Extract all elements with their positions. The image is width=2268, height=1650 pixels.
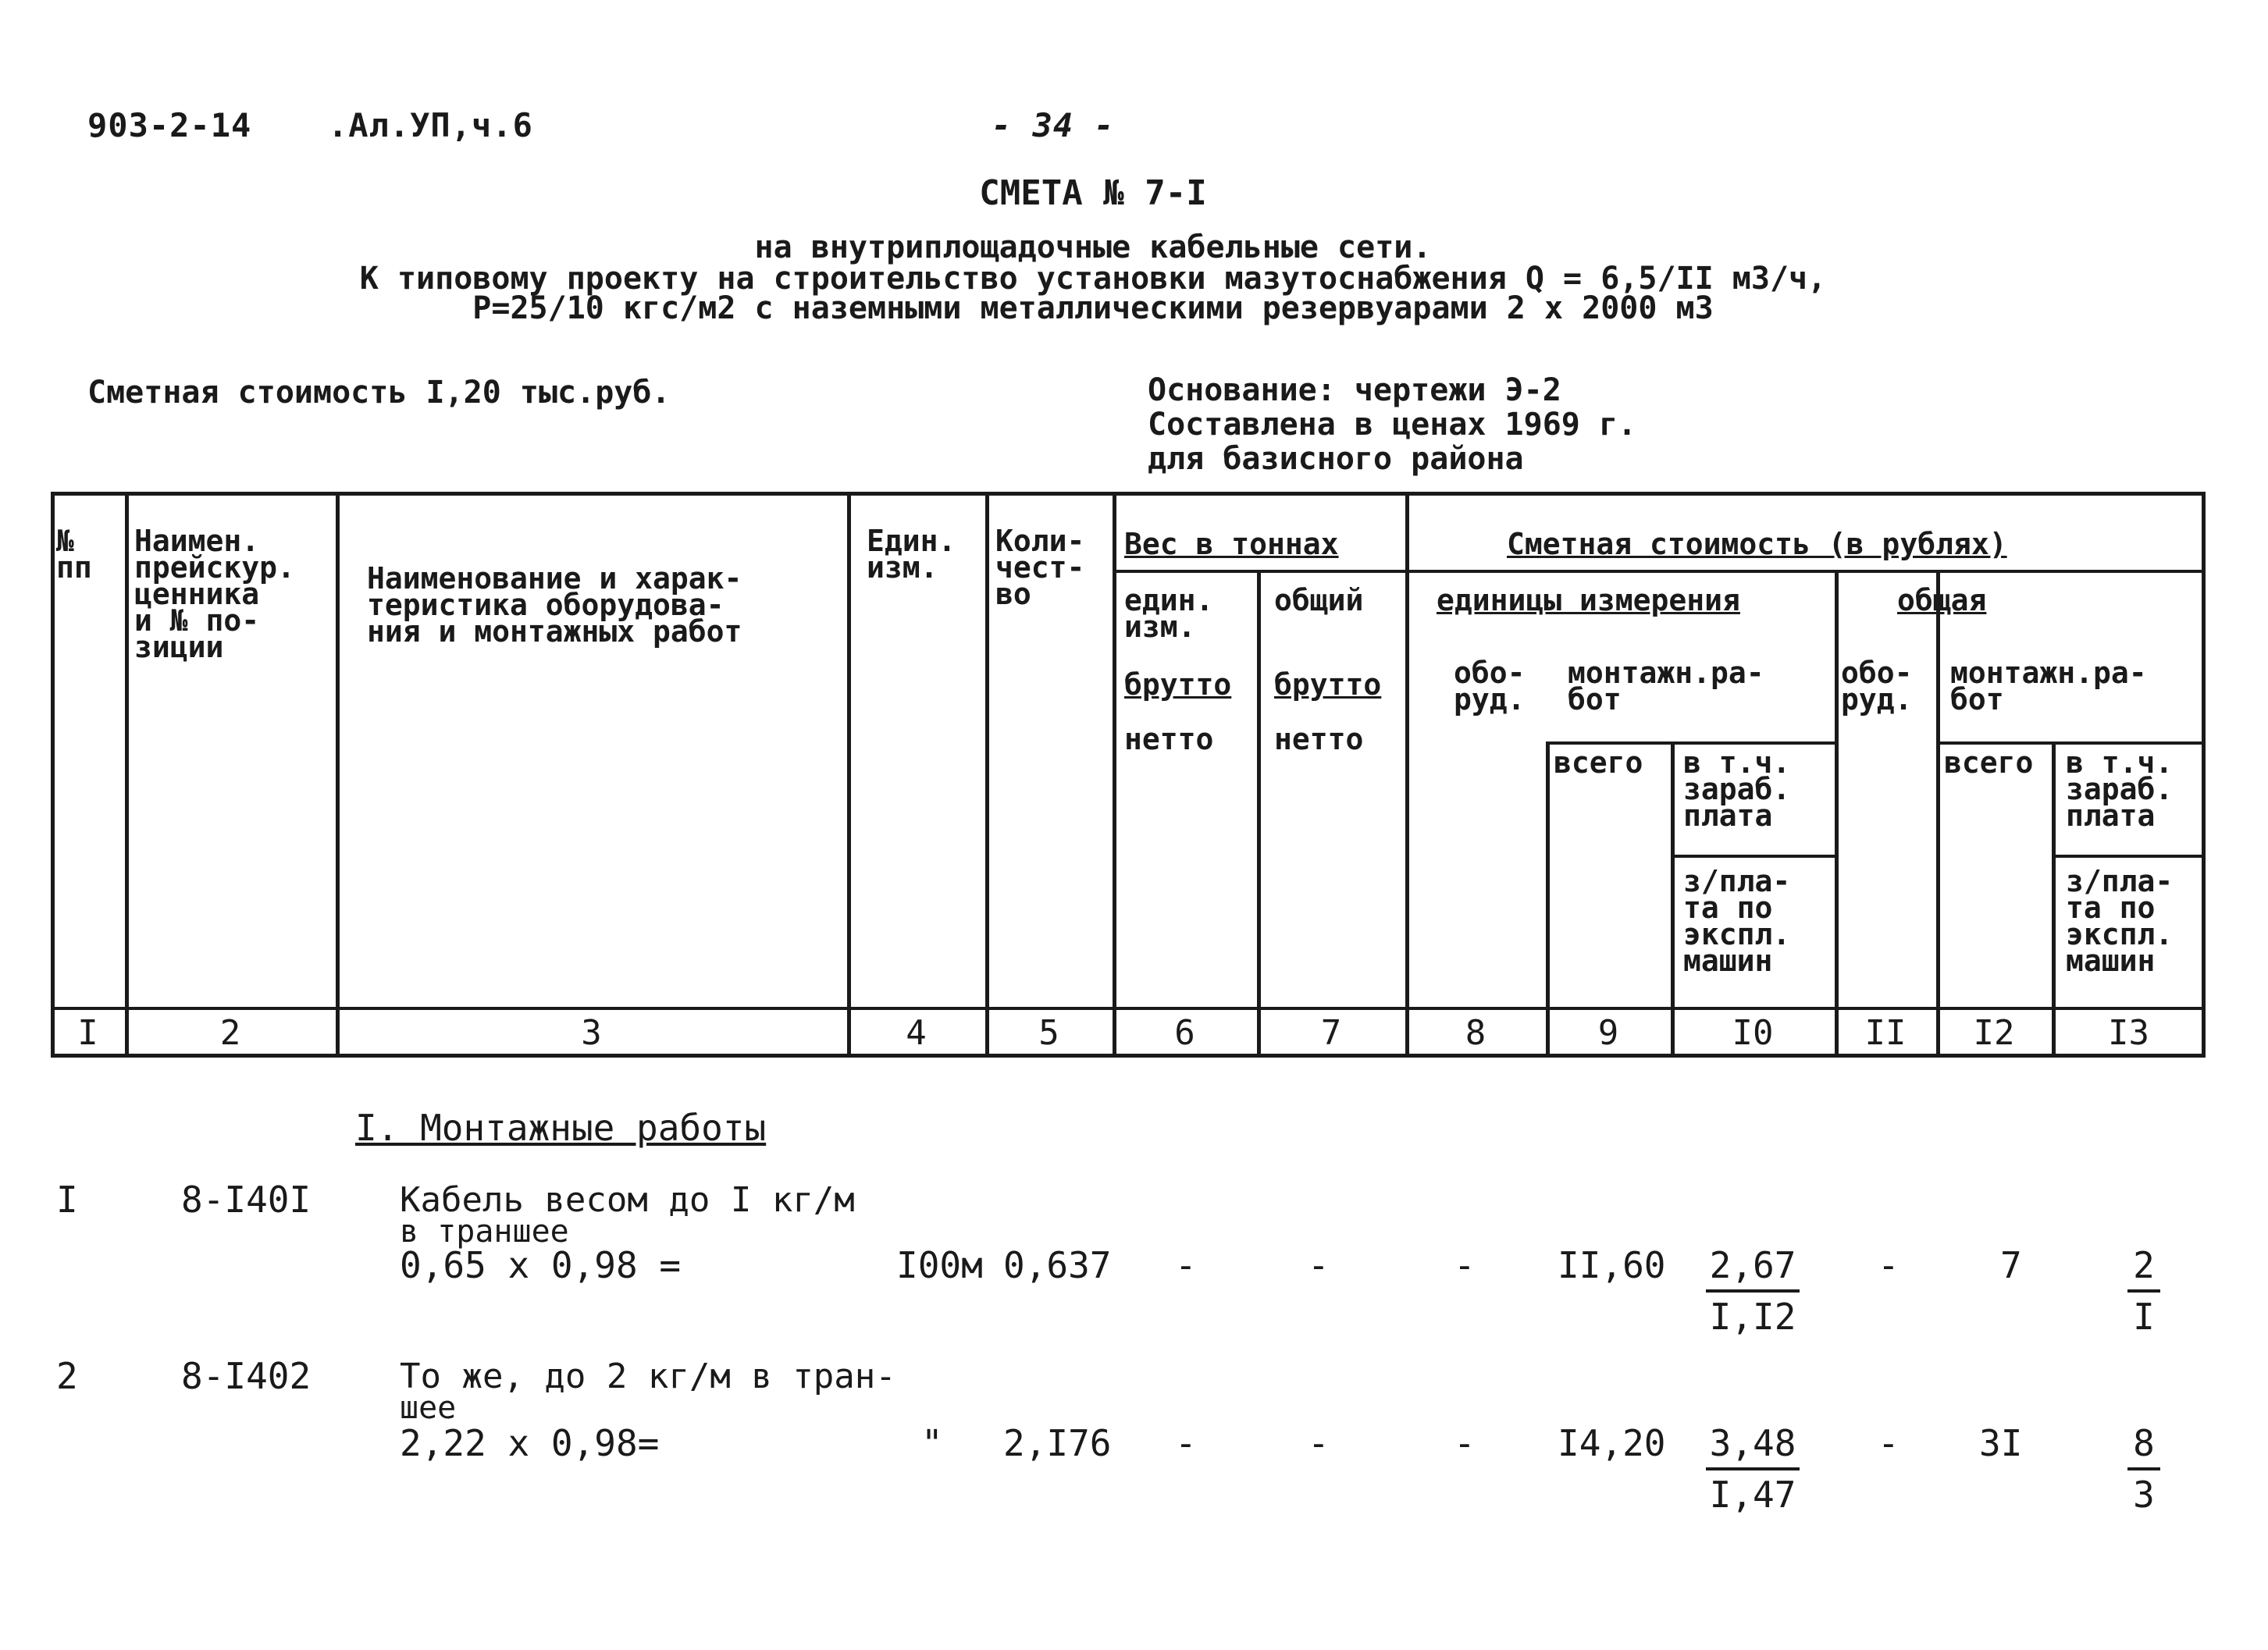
row-name-line3: 0,65 х 0,98 = (400, 1244, 682, 1286)
equipment-unit-header: обо- руд. (1454, 656, 1526, 717)
basis-line-3: для базисного района (1148, 441, 1524, 477)
install-unit-all: всего (1554, 745, 1643, 780)
row-weight-total: - (1308, 1422, 1330, 1464)
row-wages-total: 8 (2127, 1419, 2160, 1470)
col-num-9: 9 (1597, 1013, 1619, 1053)
install-total-all: всего (1944, 745, 2034, 780)
row-machine-wages: I,47 (1709, 1474, 1796, 1516)
col-num-10: I0 (1732, 1013, 1774, 1053)
weight-unit-header: един. изм. (1124, 583, 1214, 644)
row-name-line1: Кабель весом до I кг/м (400, 1180, 855, 1220)
row-equipment-total: - (1878, 1244, 1899, 1286)
basis-line-2: Составлена в ценах 1969 г. (1148, 407, 1637, 443)
row-number: I (56, 1179, 78, 1221)
col-name-header: Наименование и харак- теристика оборудова- ния и монтажных работ (367, 561, 742, 649)
row-machine-total: 3 (2133, 1474, 2155, 1516)
row-equipment-unit: - (1454, 1244, 1476, 1286)
row-machine-total: I (2133, 1296, 2155, 1338)
install-total-header: монтажн.ра- бот (1950, 656, 2147, 717)
subtitle-line-3: Р=25/10 кгс/м2 с наземными металлическими резервуарами 2 х 2000 м3 (472, 290, 1714, 326)
row-code: 8-I402 (181, 1355, 312, 1397)
total-header: общая (1897, 583, 1987, 617)
section-title: I. Монтажные работы (355, 1107, 767, 1149)
row-weight-unit: - (1175, 1422, 1197, 1464)
col-num-1: I (77, 1013, 98, 1053)
row-wages-total-fraction (2127, 1419, 2160, 1519)
document-title: СМЕТА № 7-I (979, 173, 1207, 213)
col-num-13: I3 (2108, 1013, 2149, 1053)
row-weight-total: - (1308, 1244, 1330, 1286)
row-number: 2 (56, 1355, 78, 1397)
equipment-total-header: обо- руд. (1841, 656, 1913, 717)
row-wages-fraction (1706, 1241, 1800, 1341)
col-num-8: 8 (1465, 1013, 1486, 1053)
row-equipment-total: - (1878, 1422, 1899, 1464)
row-name-line1: То же, до 2 кг/м в тран- (400, 1357, 896, 1396)
row-quantity: 2,I76 (1003, 1422, 1112, 1464)
col-num-6: 6 (1174, 1013, 1195, 1053)
subtitle-line-1: на внутриплощадочные кабельные сети. (754, 229, 1432, 265)
col-num-12: I2 (1973, 1013, 2015, 1053)
col-num-4: 4 (906, 1013, 927, 1053)
col-num-3: 3 (581, 1013, 602, 1053)
row-quantity: 0,637 (1003, 1244, 1112, 1286)
subtitle-line-2: К типовому проекту на строительство установки мазутоснабжения Q = 6,5/II м3/ч, (359, 261, 1827, 297)
col-unit-header: Един. изм. (867, 524, 956, 585)
row-wages-total-fraction (2127, 1241, 2160, 1341)
doc-code: 903-2-14 (87, 106, 252, 144)
weight-unit-brutto: брутто (1124, 667, 1232, 702)
row-wages-fraction (1706, 1419, 1800, 1519)
install-total-machine: з/пла- та по экспл. машин (2066, 864, 2174, 978)
col-num-2: 2 (219, 1013, 241, 1053)
weight-total-header: общий (1274, 583, 1364, 617)
row-name-line3: 2,22 х 0,98= (400, 1422, 660, 1464)
cost-group-header: Сметная стоимость (в рублях) (1507, 527, 2007, 561)
page-number: - 34 - (992, 106, 1115, 144)
basis-line-1: Основание: чертежи Э-2 (1148, 372, 1561, 408)
weight-total-brutto: брутто (1274, 667, 1382, 702)
row-install-all: II,60 (1558, 1244, 1666, 1286)
col-num-7: 7 (1320, 1013, 1342, 1053)
install-unit-wages: в т.ч. зараб. плата (1683, 745, 1791, 833)
row-unit: " (921, 1422, 943, 1464)
col-quantity-header: Коли- чест- во (995, 524, 1085, 611)
install-unit-header: монтажн.ра- бот (1568, 656, 1764, 717)
col-num-5: 5 (1038, 1013, 1059, 1053)
col-num-11: II (1864, 1013, 1907, 1053)
weight-unit-netto: нетто (1124, 722, 1214, 756)
row-wages-total: 2 (2127, 1241, 2160, 1293)
row-weight-unit: - (1175, 1244, 1197, 1286)
row-install-total: 3I (1979, 1422, 2023, 1464)
row-unit: I00м (896, 1244, 983, 1286)
row-name-line2: в траншее (400, 1214, 569, 1250)
per-unit-header: единицы измерения (1437, 583, 1740, 617)
row-wages: 2,67 (1706, 1241, 1800, 1293)
album-ref: .Ал.УП,ч.6 (328, 106, 533, 144)
col-pricelist-header: Наимен. прейскур. ценника и № по- зиции (134, 524, 295, 664)
row-install-all: I4,20 (1558, 1422, 1666, 1464)
row-wages: 3,48 (1706, 1419, 1800, 1470)
row-install-total: 7 (2000, 1244, 2022, 1286)
weight-group-header: Вес в тоннах (1124, 527, 1339, 561)
col-number-header: № пп (56, 524, 92, 585)
install-unit-machine: з/пла- та по экспл. машин (1683, 864, 1791, 978)
row-machine-wages: I,I2 (1709, 1296, 1796, 1338)
row-equipment-unit: - (1454, 1422, 1476, 1464)
weight-total-netto: нетто (1274, 722, 1364, 756)
row-name-line2: шее (400, 1390, 457, 1426)
install-total-wages: в т.ч. зараб. плата (2066, 745, 2174, 833)
estimate-cost: Сметная стоимость I,20 тыс.руб. (87, 375, 671, 411)
row-code: 8-I40I (181, 1179, 312, 1221)
